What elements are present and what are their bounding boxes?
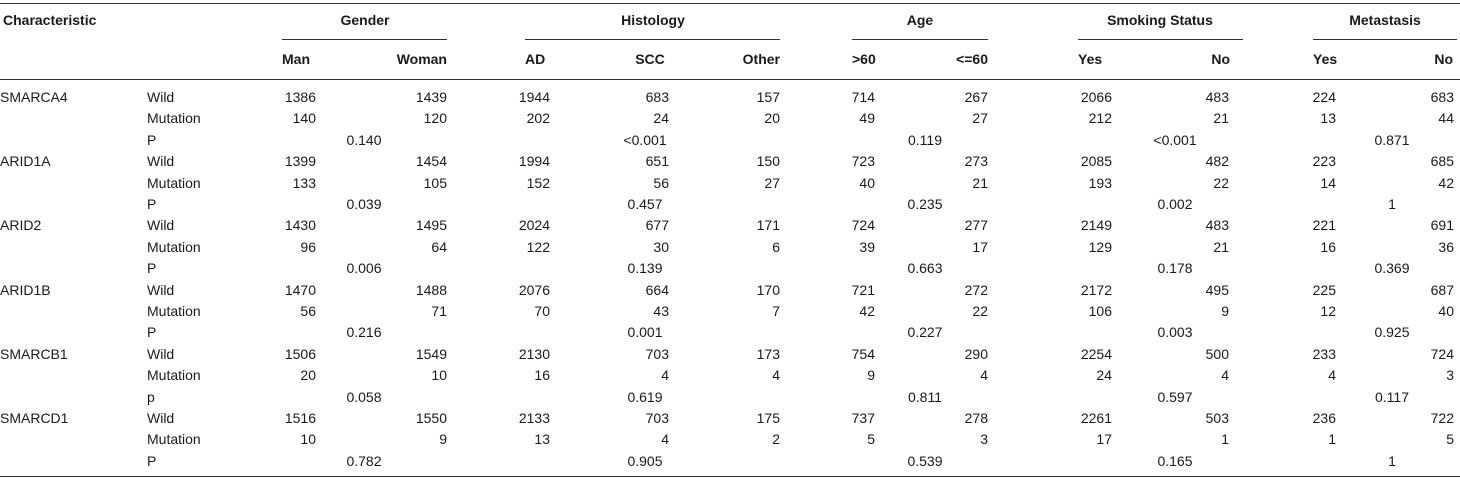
header-sub-metastasis-no: No <box>1434 51 1453 67</box>
row-label: Wild <box>147 153 175 169</box>
header-sub-smoking-no: No <box>1211 51 1230 67</box>
table-cell: 754 <box>851 346 875 362</box>
header-characteristic: Characteristic <box>3 12 97 28</box>
table-cell: 27 <box>972 110 988 126</box>
table-cell: 1944 <box>518 89 550 105</box>
p-value-cell: 0.871 <box>1374 132 1410 148</box>
metastasis-group-rule <box>1313 39 1457 40</box>
table-cell: 2 <box>772 431 780 447</box>
table-cell: 20 <box>300 367 316 383</box>
p-value-cell: 0.002 <box>1157 196 1193 212</box>
table-cell: 12 <box>1320 303 1336 319</box>
p-value-cell: 0.235 <box>907 196 943 212</box>
row-label: Wild <box>147 282 175 298</box>
header-sub-smoking-yes: Yes <box>1078 51 1103 67</box>
gene-name: SMARCA4 <box>0 89 68 105</box>
table-cell: 4 <box>661 431 669 447</box>
row-label: Mutation <box>147 431 201 447</box>
table-cell: 16 <box>534 367 550 383</box>
p-label: p <box>147 389 155 405</box>
table-cell: 71 <box>431 303 447 319</box>
p-label: P <box>147 453 157 469</box>
table-cell: 56 <box>300 303 316 319</box>
table-cell: 96 <box>300 239 316 255</box>
table-cell: 2024 <box>518 217 550 233</box>
table-cell: 70 <box>534 303 550 319</box>
table-cell: 49 <box>859 110 875 126</box>
table-cell: 10 <box>431 367 447 383</box>
table-cell: 5 <box>1446 431 1454 447</box>
table-cell: 225 <box>1312 282 1336 298</box>
table-cell: 22 <box>1213 175 1229 191</box>
table-cell: 1516 <box>284 410 316 426</box>
table-cell: 13 <box>1320 110 1336 126</box>
table-cell: 44 <box>1438 110 1454 126</box>
header-sub-ad: AD <box>525 51 546 67</box>
row-label: Wild <box>147 410 175 426</box>
table-cell: 703 <box>645 410 669 426</box>
table-cell: 24 <box>653 110 669 126</box>
header-sub-man: Man <box>282 51 310 67</box>
table-cell: 4 <box>1328 367 1336 383</box>
table-cell: 170 <box>756 282 780 298</box>
table-cell: 483 <box>1205 89 1229 105</box>
table-cell: 1386 <box>284 89 316 105</box>
table-cell: 685 <box>1430 153 1454 169</box>
table-cell: 129 <box>1088 239 1112 255</box>
table-cell: 677 <box>645 217 669 233</box>
table-cell: 30 <box>653 239 669 255</box>
table-cell: 9 <box>867 367 875 383</box>
gene-name: ARID1B <box>0 282 51 298</box>
table-cell: 703 <box>645 346 669 362</box>
table-cell: 122 <box>526 239 550 255</box>
gene-name: ARID1A <box>0 153 51 169</box>
p-value-cell: 0.140 <box>346 132 382 148</box>
table-cell: 4 <box>661 367 669 383</box>
header-group-histology: Histology <box>621 12 685 28</box>
table-cell: 150 <box>756 153 780 169</box>
p-label: P <box>147 260 157 276</box>
table-cell: 724 <box>851 217 875 233</box>
table-cell: 9 <box>439 431 447 447</box>
table-cell: 1549 <box>415 346 447 362</box>
row-label: Mutation <box>147 239 201 255</box>
table-cell: 20 <box>764 110 780 126</box>
table-cell: 173 <box>756 346 780 362</box>
p-value-cell: 0.619 <box>627 389 663 405</box>
p-value-cell: 0.539 <box>907 453 943 469</box>
table-cell: 1399 <box>284 153 316 169</box>
table-cell: 714 <box>851 89 875 105</box>
gene-name: SMARCB1 <box>0 346 68 362</box>
table-cell: 21 <box>1213 239 1229 255</box>
table-cell: 233 <box>1312 346 1336 362</box>
table-cell: 500 <box>1205 346 1229 362</box>
table-cell: 2085 <box>1080 153 1112 169</box>
header-group-age: Age <box>906 12 934 28</box>
p-value-cell: 0.216 <box>346 324 382 340</box>
p-value-cell: 0.039 <box>346 196 382 212</box>
p-value-cell: 0.006 <box>346 260 382 276</box>
table-cell: 212 <box>1088 110 1112 126</box>
table-cell: 290 <box>964 346 988 362</box>
table-cell: 42 <box>1438 175 1454 191</box>
table-cell: 1454 <box>415 153 447 169</box>
table-cell: 273 <box>964 153 988 169</box>
header-group-metastasis: Metastasis <box>1349 12 1421 28</box>
table-cell: 22 <box>972 303 988 319</box>
header-sub-woman: Woman <box>396 51 447 67</box>
histology-group-rule <box>525 39 780 40</box>
table-cell: 482 <box>1205 153 1229 169</box>
row-label: Mutation <box>147 367 201 383</box>
table-cell: 2130 <box>518 346 550 362</box>
p-label: P <box>147 196 157 212</box>
table-cell: 133 <box>292 175 316 191</box>
p-value-cell: 0.165 <box>1157 453 1193 469</box>
table-cell: 724 <box>1430 346 1454 362</box>
header-sub-other: Other <box>742 51 780 67</box>
table-cell: 4 <box>772 367 780 383</box>
p-value-cell: 0.178 <box>1157 260 1193 276</box>
table-cell: 1439 <box>415 89 447 105</box>
table-cell: 36 <box>1438 239 1454 255</box>
table-cell: 1 <box>1328 431 1336 447</box>
gene-name: SMARCD1 <box>0 410 69 426</box>
table-cell: 651 <box>645 153 669 169</box>
table-cell: 2066 <box>1080 89 1112 105</box>
p-value-cell: 0.597 <box>1157 389 1193 405</box>
p-value-cell: 0.003 <box>1157 324 1193 340</box>
table-cell: 1430 <box>284 217 316 233</box>
table-cell: 4 <box>980 367 988 383</box>
table-cell: 267 <box>964 89 988 105</box>
table-cell: 6 <box>772 239 780 255</box>
table-cell: 687 <box>1430 282 1454 298</box>
table-cell: 1 <box>1221 431 1229 447</box>
table-cell: 3 <box>980 431 988 447</box>
table-cell: 105 <box>423 175 447 191</box>
table-cell: 39 <box>859 239 875 255</box>
bottom-rule <box>0 476 1460 477</box>
table-cell: 17 <box>1096 431 1112 447</box>
header-sub-scc: SCC <box>635 51 665 67</box>
p-value-cell: 0.139 <box>627 260 663 276</box>
table-cell: 236 <box>1312 410 1336 426</box>
table-cell: 737 <box>851 410 875 426</box>
table-cell: 43 <box>653 303 669 319</box>
age-group-rule <box>852 39 988 40</box>
p-value-cell: 0.925 <box>1374 324 1410 340</box>
table-cell: 7 <box>772 303 780 319</box>
table-cell: 223 <box>1312 153 1336 169</box>
table-cell: 723 <box>851 153 875 169</box>
table-cell: 1470 <box>284 282 316 298</box>
table-cell: 56 <box>653 175 669 191</box>
table-cell: 40 <box>1438 303 1454 319</box>
p-value-cell: 0.058 <box>346 389 382 405</box>
header-sub-over60: >60 <box>852 51 876 67</box>
p-value-cell: 0.369 <box>1374 260 1410 276</box>
header-group-gender: Gender <box>340 12 390 28</box>
table-cell: 224 <box>1312 89 1336 105</box>
table-cell: 683 <box>1430 89 1454 105</box>
table-cell: 221 <box>1312 217 1336 233</box>
p-value-cell: 0.905 <box>627 453 663 469</box>
table-cell: 483 <box>1205 217 1229 233</box>
table-cell: 1495 <box>415 217 447 233</box>
table-cell: 1994 <box>518 153 550 169</box>
table-cell: 2254 <box>1080 346 1112 362</box>
row-label: Wild <box>147 89 175 105</box>
table-cell: 1506 <box>284 346 316 362</box>
table-cell: 16 <box>1320 239 1336 255</box>
p-label: P <box>147 132 157 148</box>
row-label: Mutation <box>147 110 201 126</box>
table-cell: 17 <box>972 239 988 255</box>
table-cell: 4 <box>1221 367 1229 383</box>
table-cell: 120 <box>423 110 447 126</box>
table-cell: 21 <box>1213 110 1229 126</box>
table-cell: 721 <box>851 282 875 298</box>
table-cell: 272 <box>964 282 988 298</box>
smoking-group-rule <box>1078 39 1243 40</box>
table-cell: 503 <box>1205 410 1229 426</box>
table-cell: 722 <box>1430 410 1454 426</box>
table-cell: 278 <box>964 410 988 426</box>
table-cell: 152 <box>526 175 550 191</box>
p-value-cell: 1 <box>1388 453 1396 469</box>
p-value-cell: 0.117 <box>1375 389 1409 405</box>
p-value-cell: <0.001 <box>623 132 667 148</box>
header-sub-under60: <=60 <box>956 51 988 67</box>
table-cell: 2076 <box>518 282 550 298</box>
table-cell: 691 <box>1430 217 1454 233</box>
table-cell: 175 <box>756 410 780 426</box>
table-cell: 664 <box>645 282 669 298</box>
gender-group-rule <box>282 39 447 40</box>
table-cell: 13 <box>534 431 550 447</box>
table-cell: 106 <box>1088 303 1112 319</box>
table-cell: 5 <box>867 431 875 447</box>
header-sub-metastasis-yes: Yes <box>1313 51 1338 67</box>
table-cell: 277 <box>964 217 988 233</box>
p-value-cell: 0.457 <box>627 196 663 212</box>
table-cell: 683 <box>645 89 669 105</box>
table-cell: 140 <box>292 110 316 126</box>
table-cell: 42 <box>859 303 875 319</box>
table-cell: 2261 <box>1080 410 1112 426</box>
table-cell: 2149 <box>1080 217 1112 233</box>
table-cell: 495 <box>1205 282 1229 298</box>
p-value-cell: <0.001 <box>1153 132 1197 148</box>
table-cell: 1488 <box>415 282 447 298</box>
table-cell: 202 <box>526 110 550 126</box>
table-cell: 14 <box>1320 175 1336 191</box>
top-rule <box>0 3 1460 4</box>
p-value-cell: 0.811 <box>908 389 942 405</box>
table-cell: 157 <box>756 89 780 105</box>
p-label: P <box>147 324 157 340</box>
table-cell: 64 <box>431 239 447 255</box>
row-label: Wild <box>147 346 175 362</box>
table-cell: 3 <box>1446 367 1454 383</box>
table-cell: 27 <box>764 175 780 191</box>
header-group-smoking: Smoking Status <box>1107 12 1213 28</box>
table-cell: 24 <box>1096 367 1112 383</box>
p-value-cell: 0.001 <box>627 324 663 340</box>
p-value-cell: 0.782 <box>346 453 382 469</box>
p-value-cell: 1 <box>1388 196 1396 212</box>
table-cell: 193 <box>1088 175 1112 191</box>
table-cell: 171 <box>756 217 780 233</box>
table-cell: 10 <box>300 431 316 447</box>
table-cell: 40 <box>859 175 875 191</box>
p-value-cell: 0.119 <box>908 132 942 148</box>
table-cell: 9 <box>1221 303 1229 319</box>
header-bottom-rule <box>0 79 1460 80</box>
table-cell: 21 <box>972 175 988 191</box>
p-value-cell: 0.663 <box>907 260 943 276</box>
table-cell: 2133 <box>518 410 550 426</box>
row-label: Mutation <box>147 303 201 319</box>
gene-name: ARID2 <box>0 217 42 233</box>
p-value-cell: 0.227 <box>907 324 943 340</box>
row-label: Wild <box>147 217 175 233</box>
table-cell: 2172 <box>1080 282 1112 298</box>
table-cell: 1550 <box>415 410 447 426</box>
row-label: Mutation <box>147 175 201 191</box>
